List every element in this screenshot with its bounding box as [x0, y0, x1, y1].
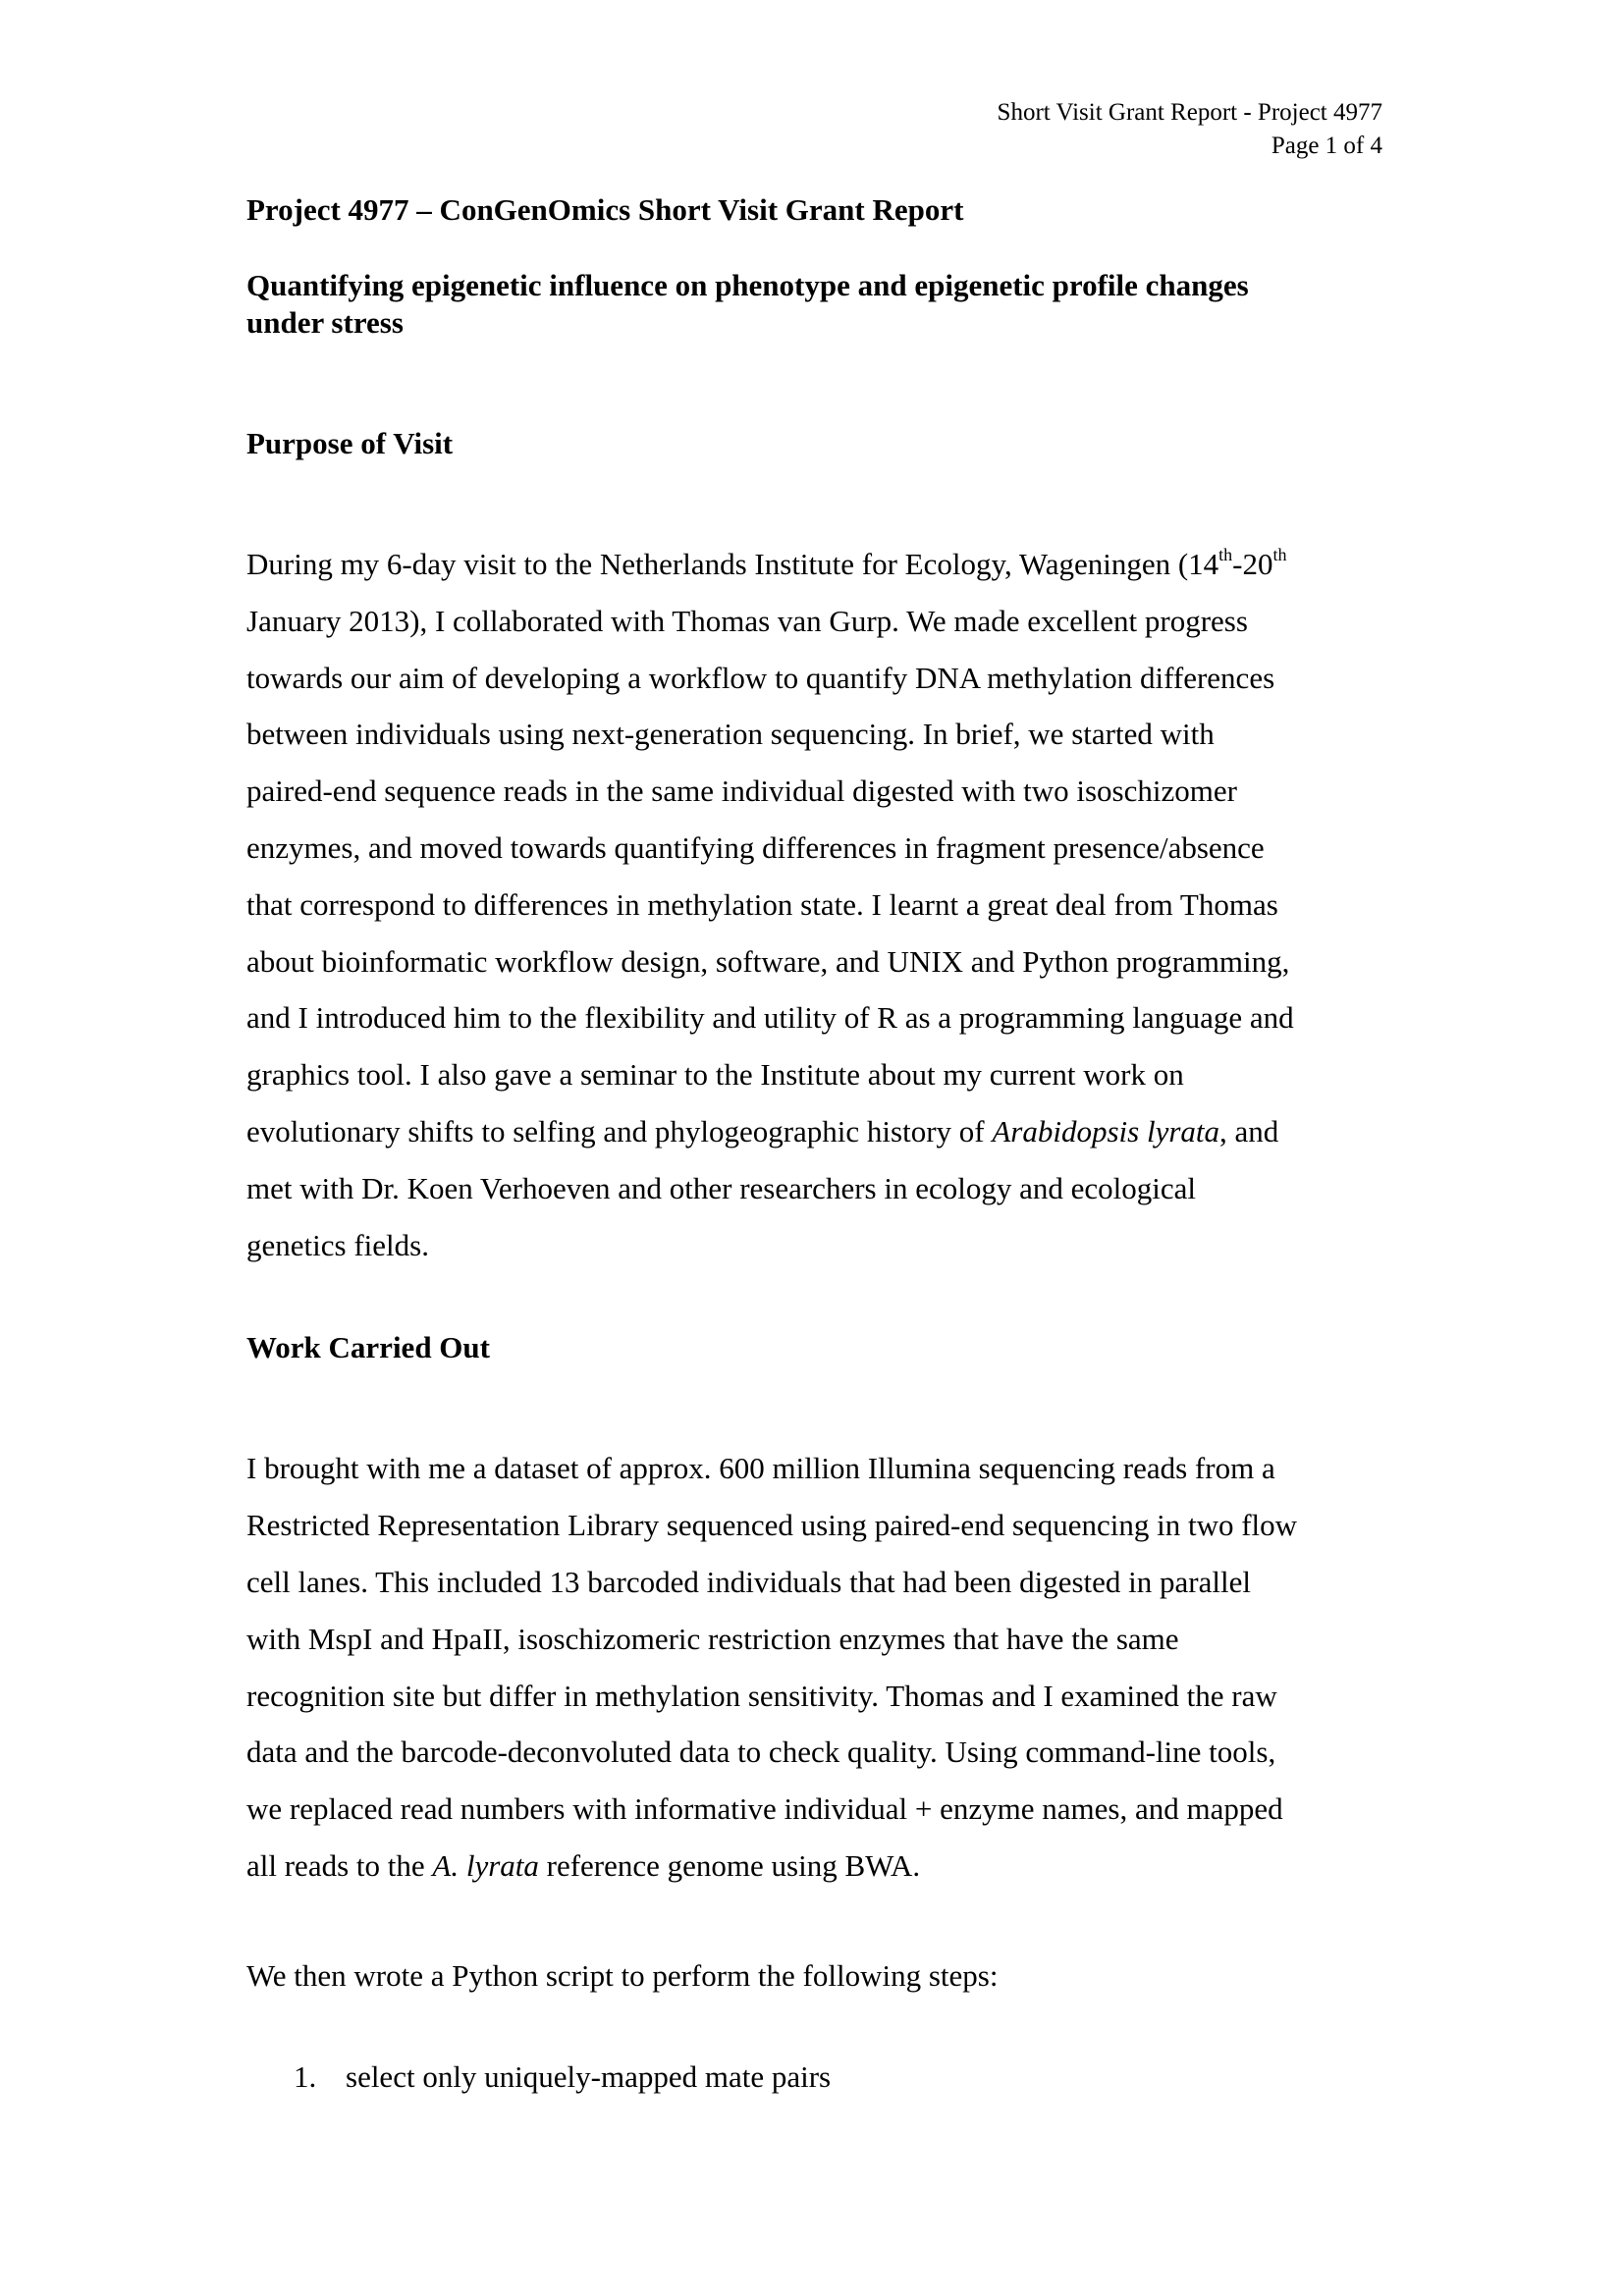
- list-item: [294, 2057, 1385, 2097]
- subtitle-line: under stress: [246, 305, 404, 340]
- superscript-ordinal: th: [1218, 545, 1233, 564]
- text-line: I brought with me a dataset of approx. 600 million Illumina sequencing reads from a: [246, 1451, 1275, 1486]
- text-line: Restricted Representation Library sequenced using paired-end sequencing in two flow: [246, 1508, 1298, 1543]
- text-run: , and: [1219, 1113, 1279, 1148]
- text-line: with MspI and HpaII, isoschizomeric restriction enzymes that have the same: [246, 1621, 1179, 1656]
- document-subtitle: [246, 267, 1385, 342]
- document-body: [246, 190, 1385, 2097]
- text-line: we replaced read numbers with informative individual + enzyme names, and mapped: [246, 1791, 1283, 1827]
- text-line: [246, 1838, 1385, 1895]
- section-heading-work: Work Carried Out: [246, 1330, 490, 1365]
- text-run: reference genome using BWA.: [538, 1847, 921, 1883]
- text-line: data and the barcode-deconvoluted data to check quality. Using command-line tools,: [246, 1735, 1276, 1770]
- species-name-italic: A. lyrata: [432, 1847, 539, 1883]
- text-run: all reads to the: [246, 1847, 433, 1883]
- text-line: January 2013), I collaborated with Thomas van Gurp. We made excellent progress: [246, 603, 1248, 638]
- species-name-italic: Arabidopsis lyrata: [992, 1113, 1220, 1148]
- list-item-text: select only uniquely-mapped mate pairs: [346, 2058, 832, 2094]
- text-run: -20: [1232, 547, 1273, 581]
- text-line: towards our aim of developing a workflow to quantify DNA methylation differences: [246, 660, 1275, 695]
- purpose-paragraph: [246, 536, 1385, 1273]
- text-line: [246, 1103, 1385, 1160]
- header-report-project: Short Visit Grant Report - Project 4977: [997, 99, 1382, 126]
- list-item-number: 1.: [294, 2058, 317, 2094]
- steps-list: [246, 2057, 1385, 2097]
- section-heading-purpose: Purpose of Visit: [246, 426, 454, 460]
- work-paragraph: [246, 1440, 1385, 1894]
- text-line: graphics tool. I also gave a seminar to the Institute about my current work on: [246, 1057, 1184, 1093]
- text-line: cell lanes. This included 13 barcoded individuals that had been digested in parallel: [246, 1564, 1251, 1599]
- text-line: enzymes, and moved towards quantifying differences in fragment presence/absence: [246, 829, 1265, 865]
- text-run: During my 6-day visit to the Netherlands Institute for Ecology, Wageningen (14: [246, 547, 1219, 581]
- subtitle-line: Quantifying epigenetic influence on phenotype and epigenetic profile changes: [246, 268, 1249, 302]
- document-title: Project 4977 – ConGenOmics Short Visit Grant Report: [246, 192, 964, 227]
- text-line: met with Dr. Koen Verhoeven and other researchers in ecology and ecological: [246, 1170, 1196, 1205]
- text-line: genetics fields.: [246, 1227, 429, 1262]
- text-line: recognition site but differ in methylation sensitivity. Thomas and I examined the raw: [246, 1678, 1277, 1713]
- text-line: about bioinformatic workflow design, software, and UNIX and Python programming,: [246, 943, 1290, 979]
- superscript-ordinal: th: [1272, 545, 1287, 564]
- header-page-number: Page 1 of 4: [1271, 133, 1382, 159]
- running-header: [998, 96, 1382, 163]
- text-run: evolutionary shifts to selfing and phylogeographic history of: [246, 1113, 993, 1148]
- text-line: between individuals using next-generation sequencing. In brief, we started with: [246, 717, 1215, 752]
- text-line: and I introduced him to the flexibility and utility of R as a programming language and: [246, 1000, 1294, 1036]
- text-line: that correspond to differences in methylation state. I learnt a great deal from Thomas: [246, 886, 1278, 922]
- text-line: paired-end sequence reads in the same individual digested with two isoschizomer: [246, 774, 1237, 809]
- script-intro: We then wrote a Python script to perform the following steps:: [246, 1957, 999, 1993]
- text-line: [246, 536, 1385, 593]
